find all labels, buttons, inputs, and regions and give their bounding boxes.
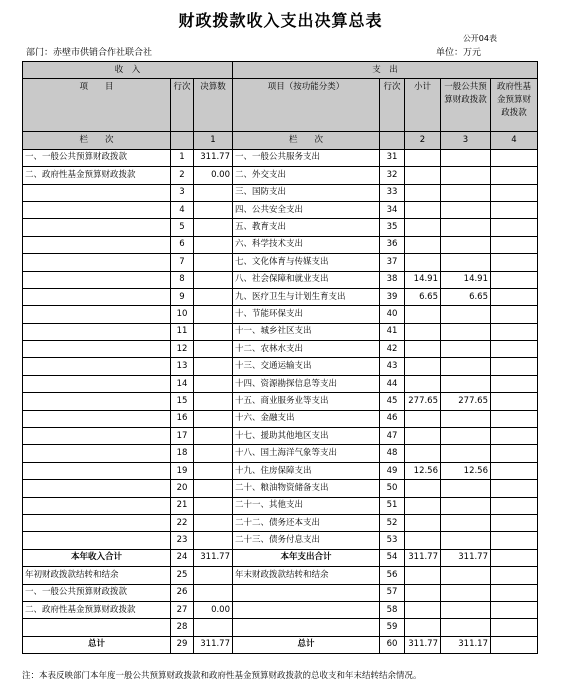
header-row-columns bbox=[23, 79, 538, 132]
expense-row-no-cell: 59 bbox=[380, 619, 405, 636]
footnote: 注：本表反映部门本年度一般公共预算财政拨款和政府性基金预算财政拨款的总收支和年末结转结余情况。 bbox=[22, 671, 422, 681]
income-item-cell bbox=[23, 497, 171, 514]
subtotal-cell: 277.65 bbox=[405, 393, 441, 410]
income-item-cell bbox=[23, 514, 171, 531]
expense-item-cell: 九、医疗卫生与计划生育支出 bbox=[233, 288, 380, 305]
empty-cell bbox=[171, 132, 194, 149]
subtotal-cell: 14.91 bbox=[405, 271, 441, 288]
expense-row-no-cell: 50 bbox=[380, 480, 405, 497]
income-item-cell bbox=[23, 445, 171, 462]
fund-budget-cell bbox=[491, 497, 538, 514]
fund-budget-cell bbox=[491, 601, 538, 618]
fund-budget-cell bbox=[491, 323, 538, 340]
expense-item-cell: 十八、国土海洋气象等支出 bbox=[233, 445, 380, 462]
expense-row-no-header: 行次 bbox=[380, 79, 405, 132]
subtotal-cell bbox=[405, 306, 441, 323]
expense-item-cell: 二、外交支出 bbox=[233, 167, 380, 184]
income-row-no-cell: 26 bbox=[171, 584, 194, 601]
final-amount-cell bbox=[194, 219, 233, 236]
final-amount-cell bbox=[194, 532, 233, 549]
subtotal-cell bbox=[405, 149, 441, 166]
final-amount-cell bbox=[194, 341, 233, 358]
income-row-no-cell: 27 bbox=[171, 601, 194, 618]
income-row-no-cell: 17 bbox=[171, 428, 194, 445]
expense-row-no-cell: 41 bbox=[380, 323, 405, 340]
income-row-no-cell: 1 bbox=[171, 149, 194, 166]
income-item-cell bbox=[23, 288, 171, 305]
general-budget-cell: 14.91 bbox=[441, 271, 491, 288]
income-item-cell bbox=[23, 236, 171, 253]
income-item-cell: 二、政府性基金预算财政拨款 bbox=[23, 167, 171, 184]
general-budget-cell bbox=[441, 567, 491, 584]
form-code: 公开04表 bbox=[462, 34, 497, 43]
subtotal-cell: 12.56 bbox=[405, 462, 441, 479]
table-row bbox=[23, 636, 538, 653]
general-budget-cell bbox=[441, 306, 491, 323]
general-budget-cell bbox=[441, 358, 491, 375]
fund-budget-cell bbox=[491, 480, 538, 497]
expense-row-no-cell: 38 bbox=[380, 271, 405, 288]
income-row-no-cell: 14 bbox=[171, 375, 194, 392]
general-budget-cell: 12.56 bbox=[441, 462, 491, 479]
expense-row-no-cell: 49 bbox=[380, 462, 405, 479]
final-amount-cell bbox=[194, 184, 233, 201]
col-index-3: 3 bbox=[441, 132, 491, 149]
general-budget-cell bbox=[441, 236, 491, 253]
table-row bbox=[23, 480, 538, 497]
subtotal-cell bbox=[405, 601, 441, 618]
fund-budget-cell bbox=[491, 358, 538, 375]
final-amount-cell bbox=[194, 584, 233, 601]
expense-item-cell: 八、社会保障和就业支出 bbox=[233, 271, 380, 288]
table-row bbox=[23, 584, 538, 601]
report-table bbox=[22, 61, 538, 654]
expense-row-no-cell: 39 bbox=[380, 288, 405, 305]
income-row-no-cell: 6 bbox=[171, 236, 194, 253]
subtotal-cell: 6.65 bbox=[405, 288, 441, 305]
final-amount-cell bbox=[194, 567, 233, 584]
general-budget-cell bbox=[441, 254, 491, 271]
fund-budget-cell bbox=[491, 532, 538, 549]
subtotal-cell bbox=[405, 341, 441, 358]
expense-row-no-cell: 43 bbox=[380, 358, 405, 375]
expense-item-cell bbox=[233, 619, 380, 636]
general-budget-cell bbox=[441, 601, 491, 618]
expense-item-cell: 二十三、债务付息支出 bbox=[233, 532, 380, 549]
general-budget-cell: 311.17 bbox=[441, 636, 491, 653]
table-row bbox=[23, 341, 538, 358]
income-row-no-cell: 24 bbox=[171, 549, 194, 566]
subtotal-cell bbox=[405, 358, 441, 375]
header-row-section bbox=[23, 62, 538, 79]
income-row-no-cell: 23 bbox=[171, 532, 194, 549]
income-row-no-cell: 16 bbox=[171, 410, 194, 427]
table-row bbox=[23, 445, 538, 462]
expense-item-cell: 五、教育支出 bbox=[233, 219, 380, 236]
expense-item-cell: 二十、粮油物资储备支出 bbox=[233, 480, 380, 497]
income-row-no-cell: 29 bbox=[171, 636, 194, 653]
income-item-cell bbox=[23, 201, 171, 218]
income-item-cell bbox=[23, 462, 171, 479]
expense-row-no-cell: 58 bbox=[380, 601, 405, 618]
expense-item-cell bbox=[233, 601, 380, 618]
subtotal-cell bbox=[405, 219, 441, 236]
income-row-no-cell: 4 bbox=[171, 201, 194, 218]
final-amount-cell: 311.77 bbox=[194, 636, 233, 653]
subtotal-cell bbox=[405, 532, 441, 549]
general-budget-cell bbox=[441, 184, 491, 201]
expense-row-no-cell: 53 bbox=[380, 532, 405, 549]
income-row-no-cell: 25 bbox=[171, 567, 194, 584]
general-budget-cell bbox=[441, 341, 491, 358]
final-amount-cell bbox=[194, 375, 233, 392]
general-budget-cell: 277.65 bbox=[441, 393, 491, 410]
final-amount-cell bbox=[194, 201, 233, 218]
expense-item-cell: 十五、商业服务业等支出 bbox=[233, 393, 380, 410]
income-item-cell bbox=[23, 619, 171, 636]
expense-item-cell: 四、公共安全支出 bbox=[233, 201, 380, 218]
subtotal-cell: 311.77 bbox=[405, 636, 441, 653]
final-amount-cell bbox=[194, 480, 233, 497]
department-label: 部门：赤壁市供销合作社联合社 bbox=[26, 48, 153, 58]
income-item-cell: 一、一般公共预算财政拨款 bbox=[23, 149, 171, 166]
general-budget-cell bbox=[441, 219, 491, 236]
expense-item-cell: 三、国防支出 bbox=[233, 184, 380, 201]
fund-budget-cell bbox=[491, 549, 538, 566]
expense-item-cell: 十三、交通运输支出 bbox=[233, 358, 380, 375]
subtotal-cell bbox=[405, 514, 441, 531]
subtotal-cell bbox=[405, 184, 441, 201]
subtotal-cell bbox=[405, 254, 441, 271]
expense-row-no-cell: 54 bbox=[380, 549, 405, 566]
general-budget-header: 一般公共预算财政拨款 bbox=[441, 79, 491, 132]
col-index-2: 2 bbox=[405, 132, 441, 149]
income-item-cell bbox=[23, 271, 171, 288]
expense-item-cell: 总计 bbox=[233, 636, 380, 653]
fund-budget-cell bbox=[491, 514, 538, 531]
expense-row-no-cell: 37 bbox=[380, 254, 405, 271]
expense-row-no-cell: 52 bbox=[380, 514, 405, 531]
subtotal-cell bbox=[405, 410, 441, 427]
fund-budget-cell bbox=[491, 236, 538, 253]
fund-budget-cell bbox=[491, 445, 538, 462]
expense-col-label: 栏 次 bbox=[233, 132, 380, 149]
income-row-no-cell: 2 bbox=[171, 167, 194, 184]
table-row bbox=[23, 201, 538, 218]
table-row bbox=[23, 358, 538, 375]
expense-row-no-cell: 33 bbox=[380, 184, 405, 201]
table-row bbox=[23, 184, 538, 201]
income-item-cell bbox=[23, 428, 171, 445]
fund-budget-cell bbox=[491, 462, 538, 479]
final-amount-cell: 0.00 bbox=[194, 167, 233, 184]
income-item-cell bbox=[23, 254, 171, 271]
final-amount-cell bbox=[194, 288, 233, 305]
income-row-no-cell: 22 bbox=[171, 514, 194, 531]
expense-row-no-cell: 48 bbox=[380, 445, 405, 462]
income-row-no-cell: 12 bbox=[171, 341, 194, 358]
income-row-no-cell: 15 bbox=[171, 393, 194, 410]
column-index-row bbox=[23, 132, 538, 149]
subtotal-cell bbox=[405, 584, 441, 601]
subtotal-cell bbox=[405, 497, 441, 514]
income-item-cell bbox=[23, 306, 171, 323]
general-budget-cell bbox=[441, 497, 491, 514]
expense-row-no-cell: 44 bbox=[380, 375, 405, 392]
expense-item-cell: 六、科学技术支出 bbox=[233, 236, 380, 253]
income-item-cell: 总计 bbox=[23, 636, 171, 653]
expense-item-cell: 年末财政拨款结转和结余 bbox=[233, 567, 380, 584]
income-item-header: 项 目 bbox=[23, 79, 171, 132]
table-row bbox=[23, 514, 538, 531]
final-amount-cell bbox=[194, 619, 233, 636]
table-row bbox=[23, 219, 538, 236]
final-amount-cell bbox=[194, 428, 233, 445]
general-budget-cell bbox=[441, 514, 491, 531]
expense-row-no-cell: 60 bbox=[380, 636, 405, 653]
table-row bbox=[23, 549, 538, 566]
income-row-no-cell: 18 bbox=[171, 445, 194, 462]
income-section-header: 收 入 bbox=[23, 62, 233, 79]
expense-section-header: 支 出 bbox=[233, 62, 538, 79]
general-budget-cell bbox=[441, 410, 491, 427]
expense-row-no-cell: 32 bbox=[380, 167, 405, 184]
final-amount-cell: 311.77 bbox=[194, 549, 233, 566]
fund-budget-cell bbox=[491, 375, 538, 392]
final-amount-cell bbox=[194, 271, 233, 288]
expense-row-no-cell: 56 bbox=[380, 567, 405, 584]
final-amount-cell bbox=[194, 358, 233, 375]
income-item-cell: 二、政府性基金预算财政拨款 bbox=[23, 601, 171, 618]
col-index-4: 4 bbox=[491, 132, 538, 149]
table-row bbox=[23, 393, 538, 410]
table-row bbox=[23, 306, 538, 323]
expense-item-cell: 七、文化体育与传媒支出 bbox=[233, 254, 380, 271]
income-row-no-cell: 3 bbox=[171, 184, 194, 201]
subtotal-cell bbox=[405, 567, 441, 584]
subtotal-cell bbox=[405, 201, 441, 218]
expense-row-no-cell: 57 bbox=[380, 584, 405, 601]
income-item-cell bbox=[23, 358, 171, 375]
expense-row-no-cell: 40 bbox=[380, 306, 405, 323]
report-title: 财政拨款收入支出决算总表 bbox=[178, 11, 383, 30]
fund-budget-cell bbox=[491, 149, 538, 166]
general-budget-cell: 6.65 bbox=[441, 288, 491, 305]
general-budget-cell: 311.77 bbox=[441, 549, 491, 566]
general-budget-cell bbox=[441, 532, 491, 549]
subtotal-cell bbox=[405, 619, 441, 636]
subtotal-cell bbox=[405, 375, 441, 392]
table-row bbox=[23, 532, 538, 549]
fund-budget-cell bbox=[491, 341, 538, 358]
income-item-cell: 本年收入合计 bbox=[23, 549, 171, 566]
fund-budget-cell bbox=[491, 167, 538, 184]
general-budget-cell bbox=[441, 167, 491, 184]
subtotal-cell: 311.77 bbox=[405, 549, 441, 566]
fund-budget-cell bbox=[491, 184, 538, 201]
income-item-cell bbox=[23, 184, 171, 201]
general-budget-cell bbox=[441, 201, 491, 218]
fund-budget-cell bbox=[491, 393, 538, 410]
fund-budget-cell bbox=[491, 271, 538, 288]
final-amount-header: 决算数 bbox=[194, 79, 233, 132]
expense-row-no-cell: 36 bbox=[380, 236, 405, 253]
general-budget-cell bbox=[441, 480, 491, 497]
final-amount-cell bbox=[194, 410, 233, 427]
income-row-no-cell: 13 bbox=[171, 358, 194, 375]
fund-budget-cell bbox=[491, 306, 538, 323]
table-row bbox=[23, 375, 538, 392]
income-item-cell: 一、一般公共预算财政拨款 bbox=[23, 584, 171, 601]
fund-budget-cell bbox=[491, 428, 538, 445]
table-row bbox=[23, 149, 538, 166]
general-budget-cell bbox=[441, 445, 491, 462]
final-amount-cell bbox=[194, 306, 233, 323]
table-row bbox=[23, 601, 538, 618]
table-row bbox=[23, 288, 538, 305]
expense-item-cell: 二十二、债务还本支出 bbox=[233, 514, 380, 531]
expense-item-cell: 一、一般公共服务支出 bbox=[233, 149, 380, 166]
subtotal-cell bbox=[405, 167, 441, 184]
income-row-no-cell: 20 bbox=[171, 480, 194, 497]
table-row bbox=[23, 254, 538, 271]
table-row bbox=[23, 236, 538, 253]
final-amount-cell bbox=[194, 323, 233, 340]
fund-budget-cell bbox=[491, 288, 538, 305]
col-index-1: 1 bbox=[194, 132, 233, 149]
subtotal-cell bbox=[405, 445, 441, 462]
income-row-no-cell: 19 bbox=[171, 462, 194, 479]
final-amount-cell bbox=[194, 462, 233, 479]
table-row bbox=[23, 462, 538, 479]
general-budget-cell bbox=[441, 619, 491, 636]
income-row-no-cell: 28 bbox=[171, 619, 194, 636]
expense-item-cell: 十六、金融支出 bbox=[233, 410, 380, 427]
table-row bbox=[23, 167, 538, 184]
table-row bbox=[23, 428, 538, 445]
income-row-no-header: 行次 bbox=[171, 79, 194, 132]
expense-row-no-cell: 34 bbox=[380, 201, 405, 218]
expense-row-no-cell: 46 bbox=[380, 410, 405, 427]
income-row-no-cell: 21 bbox=[171, 497, 194, 514]
expense-item-cell: 十一、城乡社区支出 bbox=[233, 323, 380, 340]
general-budget-cell bbox=[441, 149, 491, 166]
expense-row-no-cell: 42 bbox=[380, 341, 405, 358]
income-row-no-cell: 8 bbox=[171, 271, 194, 288]
table-row bbox=[23, 497, 538, 514]
expense-item-header: 项目（按功能分类） bbox=[233, 79, 380, 132]
expense-item-cell bbox=[233, 584, 380, 601]
income-row-no-cell: 10 bbox=[171, 306, 194, 323]
general-budget-cell bbox=[441, 375, 491, 392]
fund-budget-cell bbox=[491, 584, 538, 601]
expense-item-cell: 二十一、其他支出 bbox=[233, 497, 380, 514]
expense-item-cell: 十七、援助其他地区支出 bbox=[233, 428, 380, 445]
expense-item-cell: 十九、住房保障支出 bbox=[233, 462, 380, 479]
expense-row-no-cell: 51 bbox=[380, 497, 405, 514]
income-item-cell bbox=[23, 393, 171, 410]
income-item-cell bbox=[23, 219, 171, 236]
fund-budget-cell bbox=[491, 410, 538, 427]
unit-label: 单位：万元 bbox=[435, 48, 481, 58]
fund-budget-cell bbox=[491, 254, 538, 271]
final-amount-cell bbox=[194, 514, 233, 531]
table-row bbox=[23, 619, 538, 636]
income-row-no-cell: 7 bbox=[171, 254, 194, 271]
expense-item-cell: 十二、农林水支出 bbox=[233, 341, 380, 358]
empty-cell bbox=[380, 132, 405, 149]
expense-row-no-cell: 45 bbox=[380, 393, 405, 410]
expense-row-no-cell: 35 bbox=[380, 219, 405, 236]
income-item-cell: 年初财政拨款结转和结余 bbox=[23, 567, 171, 584]
income-row-no-cell: 5 bbox=[171, 219, 194, 236]
fund-budget-cell bbox=[491, 567, 538, 584]
table-row bbox=[23, 567, 538, 584]
final-amount-cell: 0.00 bbox=[194, 601, 233, 618]
expense-item-cell: 本年支出合计 bbox=[233, 549, 380, 566]
income-col-label: 栏 次 bbox=[23, 132, 171, 149]
table-row bbox=[23, 410, 538, 427]
income-row-no-cell: 9 bbox=[171, 288, 194, 305]
income-item-cell bbox=[23, 375, 171, 392]
expense-item-cell: 十、节能环保支出 bbox=[233, 306, 380, 323]
income-item-cell bbox=[23, 532, 171, 549]
subtotal-cell bbox=[405, 428, 441, 445]
final-amount-cell bbox=[194, 236, 233, 253]
income-item-cell bbox=[23, 410, 171, 427]
fund-budget-cell bbox=[491, 201, 538, 218]
general-budget-cell bbox=[441, 584, 491, 601]
fund-budget-cell bbox=[491, 619, 538, 636]
expense-row-no-cell: 47 bbox=[380, 428, 405, 445]
final-amount-cell bbox=[194, 497, 233, 514]
final-amount-cell bbox=[194, 445, 233, 462]
general-budget-cell bbox=[441, 428, 491, 445]
fund-budget-cell bbox=[491, 636, 538, 653]
final-amount-cell: 311.77 bbox=[194, 149, 233, 166]
final-amount-cell bbox=[194, 254, 233, 271]
general-budget-cell bbox=[441, 323, 491, 340]
income-row-no-cell: 11 bbox=[171, 323, 194, 340]
subtotal-cell bbox=[405, 236, 441, 253]
expense-row-no-cell: 31 bbox=[380, 149, 405, 166]
subtotal-cell bbox=[405, 480, 441, 497]
table-row bbox=[23, 323, 538, 340]
subtotal-header: 小计 bbox=[405, 79, 441, 132]
expense-item-cell: 十四、资源勘探信息等支出 bbox=[233, 375, 380, 392]
fund-budget-cell bbox=[491, 219, 538, 236]
final-amount-cell bbox=[194, 393, 233, 410]
fund-budget-header: 政府性基金预算财政拨款 bbox=[491, 79, 538, 132]
income-item-cell bbox=[23, 341, 171, 358]
table-row bbox=[23, 271, 538, 288]
income-item-cell bbox=[23, 480, 171, 497]
subtotal-cell bbox=[405, 323, 441, 340]
income-item-cell bbox=[23, 323, 171, 340]
